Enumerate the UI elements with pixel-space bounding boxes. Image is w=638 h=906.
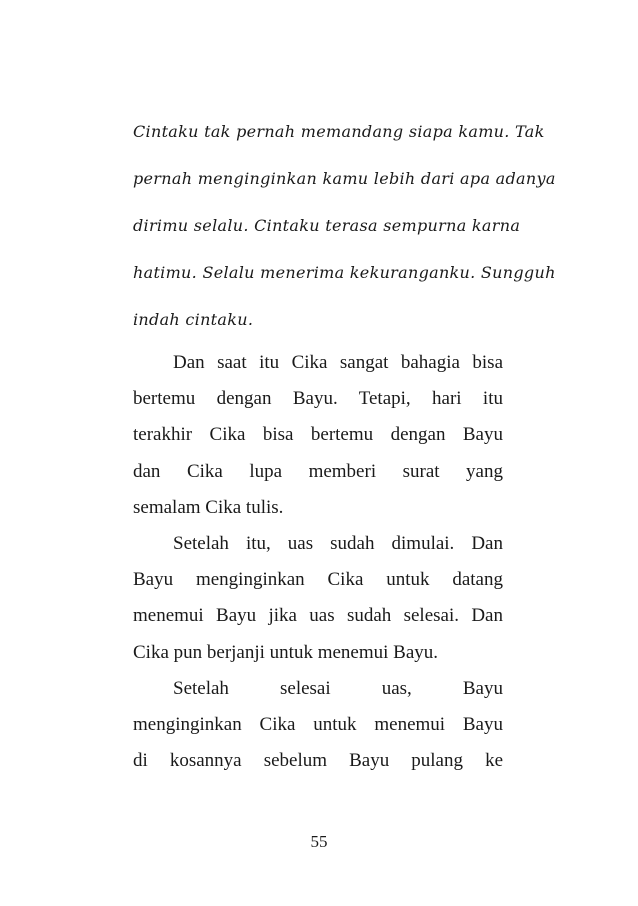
paragraph-line: Cika pun berjanji untuk menemui Bayu.	[133, 641, 439, 663]
paragraph-line: terakhir Cika bisa bertemu dengan Bayu	[133, 424, 503, 446]
prose-passage	[133, 345, 503, 779]
paragraph-line: di kosannya sebelum Bayu pulang ke	[133, 750, 503, 772]
poem-passage	[133, 108, 556, 343]
paragraph-line: bertemu dengan Bayu. Tetapi, hari itu	[133, 388, 503, 410]
paragraph-line: Setelah selesai uas, Bayu	[173, 677, 503, 699]
paragraph-line: dan Cika lupa memberi surat yang	[133, 460, 503, 482]
poem-line: Cintaku tak pernah memandang siapa kamu. Tak	[133, 122, 545, 141]
poem-line: pernah menginginkan kamu lebih dari apa adanya	[133, 169, 556, 188]
paragraph-line: menginginkan Cika untuk menemui Bayu	[133, 713, 503, 735]
paragraph-line: menemui Bayu jika uas sudah selesai. Dan	[133, 605, 503, 627]
paragraph-line: Dan saat itu Cika sangat bahagia bisa	[173, 352, 503, 373]
poem-line: indah cintaku.	[133, 310, 254, 329]
poem-line: hatimu. Selalu menerima kekuranganku. Sungguh	[133, 263, 556, 282]
poem-line: dirimu selalu. Cintaku terasa sempurna karna	[133, 216, 521, 235]
paragraph-line: Setelah itu, uas sudah dimulai. Dan	[173, 532, 503, 554]
paragraph-line: Bayu menginginkan Cika untuk datang	[133, 569, 503, 591]
paragraph-line: semalam Cika tulis.	[133, 496, 284, 518]
page-number: 55	[310, 832, 328, 851]
